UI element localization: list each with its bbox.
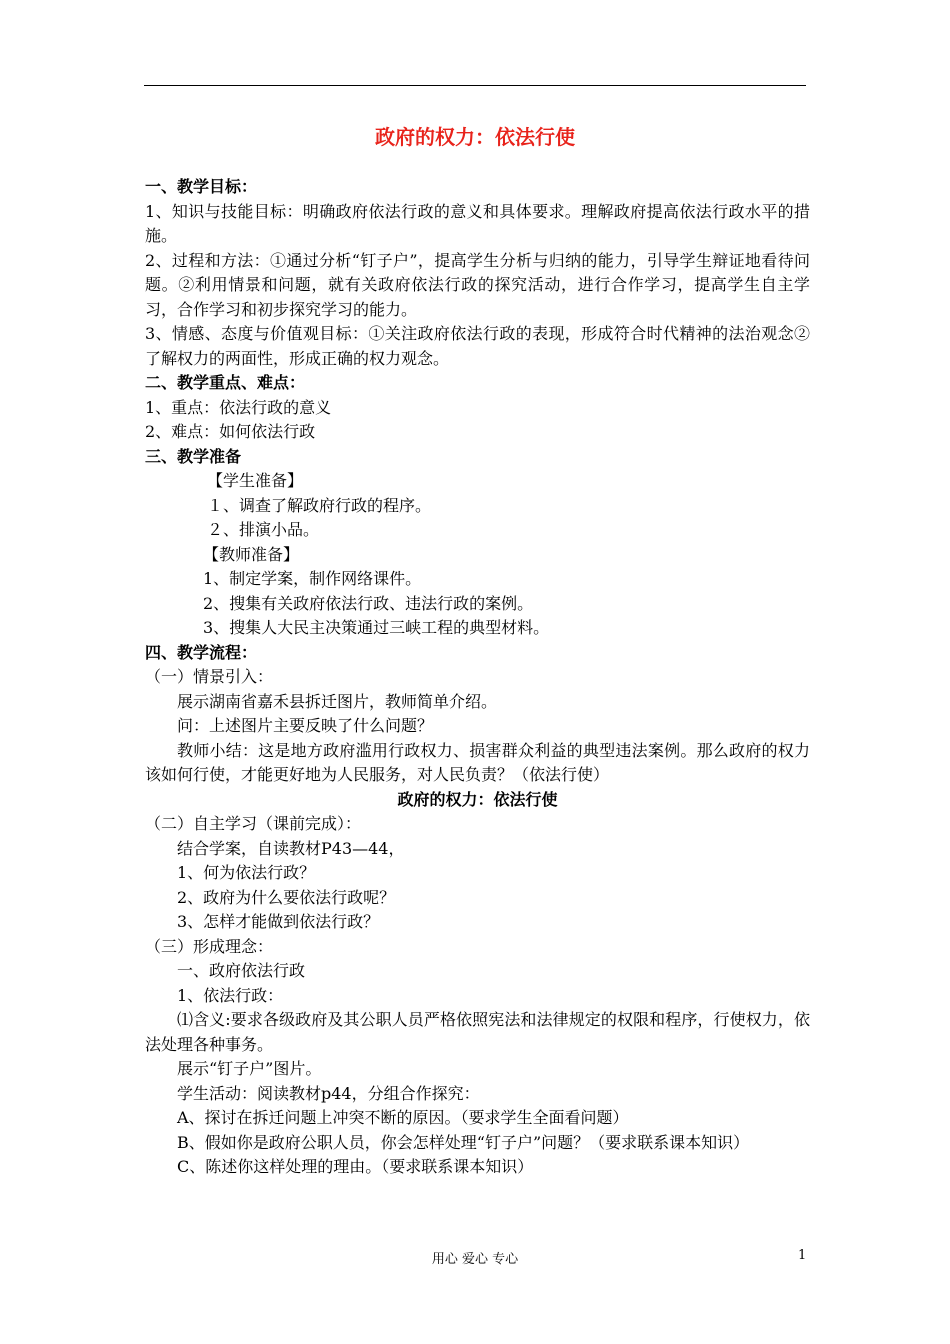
paragraph-line: A、探讨在拆迁问题上冲突不断的原因。（要求学生全面看问题）: [177, 1108, 629, 1127]
paragraph-line: 2、过程和方法：①通过分析“钉子户”，提高学生分析与归纳的能力，引导学生辩证地看待问题。②利用情景和问题，就有关政府依法行政的探究活动，进行合作学习，提高学生自主学习，合作学习和初步探究学习的能力。: [145, 250, 810, 319]
paragraph-line: 2、搜集有关政府依法行政、违法行政的案例。: [203, 593, 534, 613]
page-number: 1: [798, 1248, 807, 1263]
paragraph-line: 3、情感、态度与价值观目标：①关注政府依法行政的表现，形成符合时代精神的法治观念②了解权力的两面性，形成正确的权力观念。: [145, 324, 810, 368]
paragraph-line: C、陈述你这样处理的理由。（要求联系课本知识）: [177, 1157, 534, 1176]
paragraph-line: 1、依法行政：: [177, 985, 284, 1005]
paragraph-line: 三、教学准备: [145, 446, 242, 466]
paragraph-line: （三）形成理念：: [145, 936, 274, 956]
paragraph-line: １、调查了解政府行政的程序。: [207, 495, 432, 515]
paragraph-line: 二、教学重点、难点：: [145, 373, 306, 392]
paragraph-line: 【学生准备】: [207, 471, 304, 490]
paragraph-line: （一）情景引入：: [145, 667, 274, 686]
paragraph-line: 一、政府依法行政: [177, 961, 306, 980]
paragraph-line: （二）自主学习（课前完成）：: [145, 814, 362, 833]
paragraph-line: 3、怎样才能做到依法行政？: [177, 912, 380, 931]
footer-motto: 用心 爱心 专心: [431, 1252, 519, 1267]
paragraph-line: 一、教学目标：: [145, 177, 258, 196]
paragraph-line: 2、难点：如何依法行政: [145, 422, 316, 441]
paragraph-line: 教师小结：这是地方政府滥用行政权力、损害群众利益的典型违法案例。那么政府的权力该如何行使，才能更好地为人民服务，对人民负责？（依法行使）: [145, 740, 810, 784]
paragraph-line: 1、重点：依法行政的意义: [145, 397, 332, 417]
paragraph-line: 结合学案，自读教材P43—44，: [177, 838, 405, 858]
paragraph-line: 1、知识与技能目标：明确政府依法行政的意义和具体要求。理解政府提高依法行政水平的措施。: [145, 201, 810, 245]
paragraph-line: 2、政府为什么要依法行政呢？: [177, 887, 396, 907]
paragraph-line: 展示“钉子户”图片。: [177, 1059, 322, 1078]
paragraph-line: 学生活动：阅读教材p44，分组合作探究：: [177, 1083, 480, 1103]
paragraph-line: 1、何为依法行政？: [177, 863, 316, 882]
paragraph-line: ⑴含义:要求各级政府及其公职人员严格依照宪法和法律规定的权限和程序，行使权力，依法处理各种事务。: [145, 1010, 810, 1054]
paragraph-line: 1、制定学案，制作网络课件。: [203, 569, 422, 588]
paragraph-line: 四、教学流程：: [145, 642, 258, 662]
paragraph-line: B、假如你是政府公职人员，你会怎样处理“钉子户”问题？（要求联系课本知识）: [177, 1132, 750, 1152]
paragraph-line: 3、搜集人大民主决策通过三峡工程的典型材料。: [203, 618, 550, 637]
page-title: 政府的权力：依法行使: [375, 125, 575, 149]
paragraph-line: 展示湖南省嘉禾县拆迁图片，教师简单介绍。: [177, 691, 498, 711]
document-body: [145, 175, 810, 1180]
header-rule: [144, 85, 806, 86]
paragraph-line: ２、排演小品。: [207, 520, 320, 539]
paragraph-line: 政府的权力：依法行使: [397, 789, 558, 809]
paragraph-line: 问：上述图片主要反映了什么问题？: [177, 716, 434, 735]
paragraph-line: 【教师准备】: [203, 544, 300, 564]
